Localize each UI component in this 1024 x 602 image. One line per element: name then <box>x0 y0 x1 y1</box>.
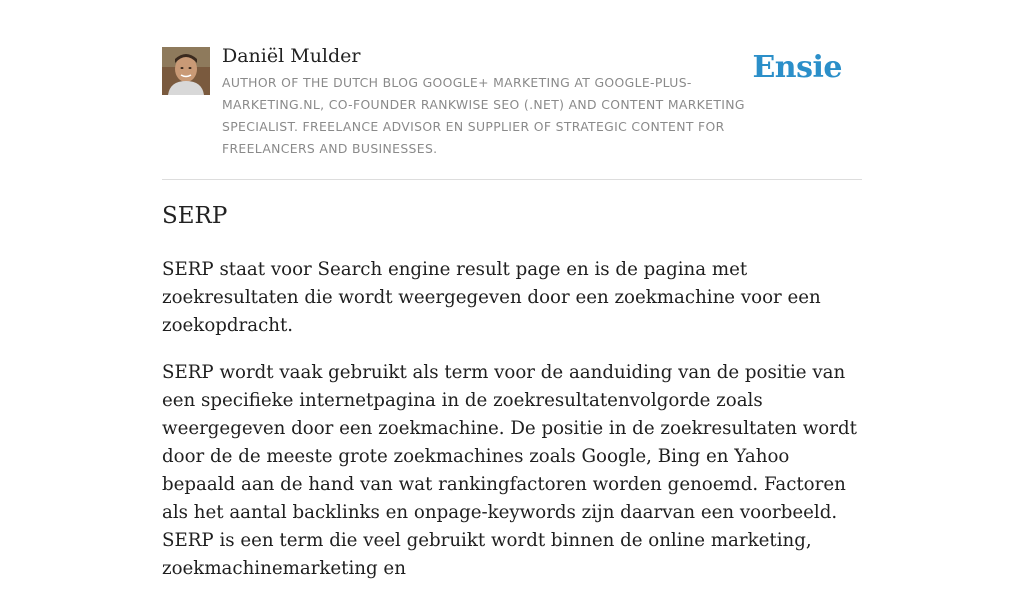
person-avatar-icon <box>162 47 210 95</box>
article-paragraph: SERP staat voor Search engine result page en is de pagina met zoekresultaten die wordt weergegeven door een zoekmachine voor een zoekopdracht. <box>162 259 821 336</box>
author-name[interactable]: Daniël Mulder <box>222 45 361 67</box>
author-bio: AUTHOR OF THE DUTCH BLOG GOOGLE+ MARKETING AT GOOGLE-PLUS-MARKETING.NL, CO-FOUNDER RANKWISE SEO (.NET) AND CONTENT MARKETING SPECIALIST. FREELANCE ADVISOR EN SUPPLIER OF STRATEGIC CONTENT FOR FREELANCERS AND BUSINESSES. <box>222 75 745 156</box>
author-header <box>162 0 862 180</box>
ensie-logo[interactable]: Ensie <box>752 50 842 85</box>
article-paragraph: SERP wordt vaak gebruikt als term voor de aanduiding van de positie van een specifieke internetpagina in de zoekresultatenvolgorde zoals weergegeven door een zoekmachine. De positie in de zoekresultaten wordt door de de meeste grote zoekmachines zoals Google, Bing en Yahoo bepaald aan de hand van wat rankingfactoren worden genoemd. Factoren als het aantal backlinks en onpage-keywords zijn daarvan een voorbeeld. SERP is een term die veel gebruikt wordt binnen de online marketing, zoekmachinemarketing en <box>162 362 857 579</box>
article-body <box>162 256 862 602</box>
article-title: SERP <box>162 203 228 229</box>
avatar[interactable] <box>162 47 210 95</box>
page-container <box>162 0 862 579</box>
